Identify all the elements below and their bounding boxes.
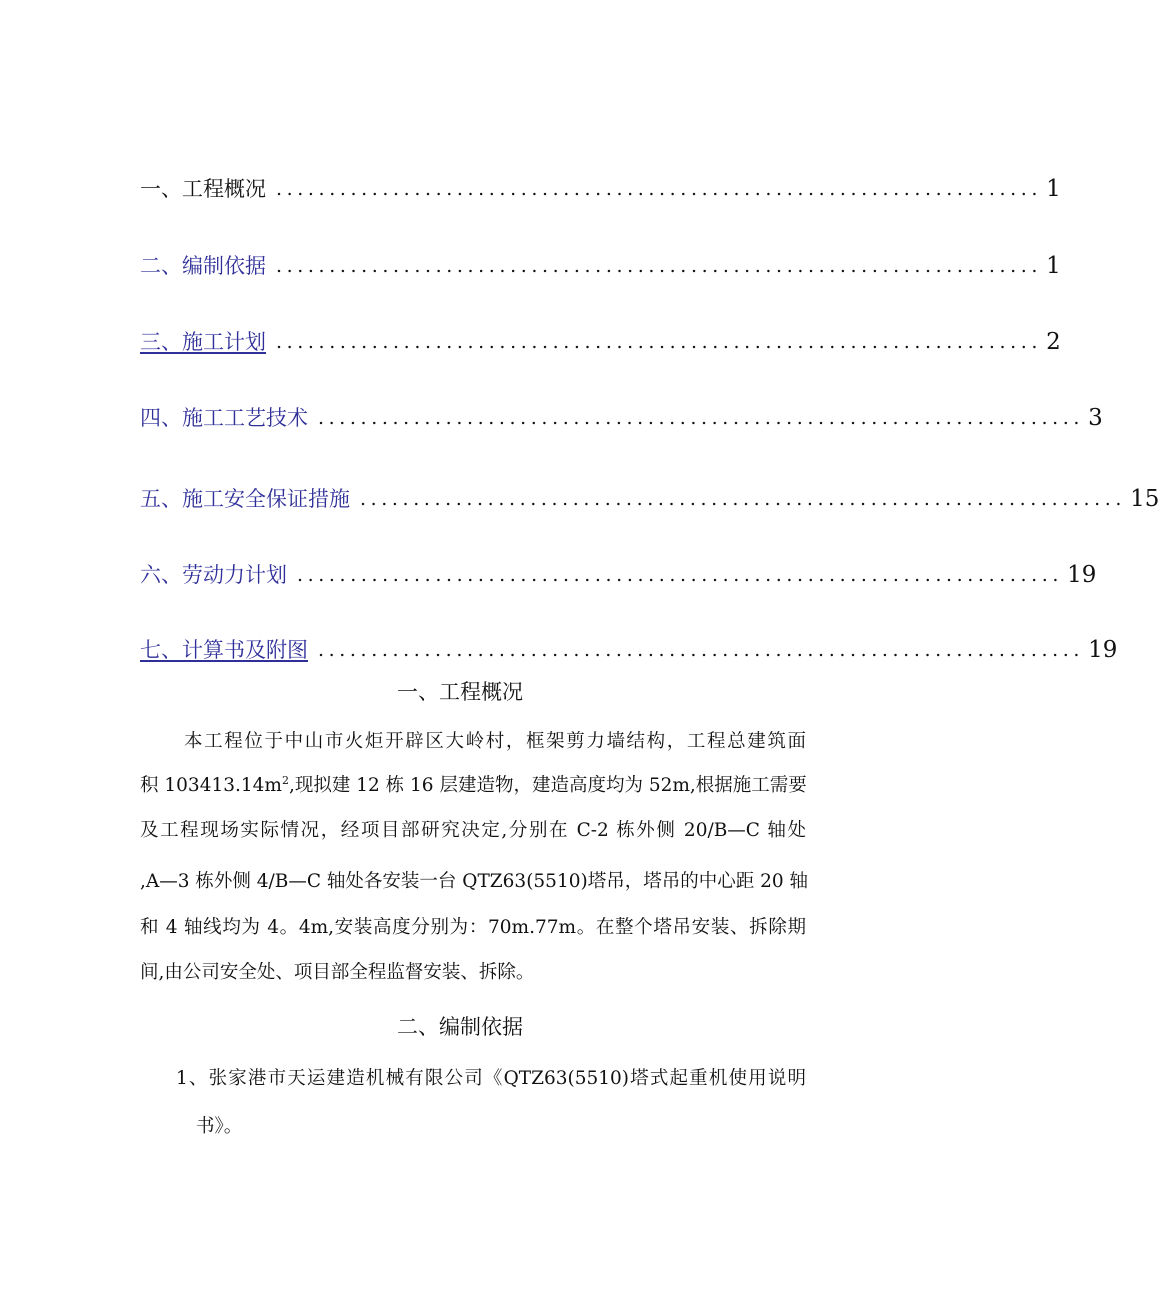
toc-item-page: 19 bbox=[1088, 637, 1118, 663]
toc-leader-dots: ........................................................................ bbox=[276, 255, 1043, 277]
toc-item-title: 二、编制依据 bbox=[140, 254, 266, 278]
paragraph-text: 和 4 轴线均为 4。4m,安装高度分别为：70m.77m。在整个塔吊安装、拆除期 bbox=[140, 917, 806, 938]
toc-leader-dots: ........................................................................ bbox=[360, 488, 1127, 510]
superscript: 2 bbox=[281, 773, 289, 787]
paragraph-text: 积 103413.14m bbox=[140, 775, 282, 796]
toc-leader-dots: ........................................................................ bbox=[318, 407, 1085, 429]
toc-item-page: 3 bbox=[1088, 405, 1103, 431]
toc-item-title: 五、施工安全保证措施 bbox=[140, 487, 350, 511]
paragraph-line bbox=[140, 816, 806, 846]
paragraph-line bbox=[140, 958, 806, 988]
toc-item-title: 三、施工计划 bbox=[140, 330, 266, 354]
toc-item-construction-plan[interactable] bbox=[140, 321, 1061, 355]
toc-item-page: 1 bbox=[1046, 253, 1061, 279]
toc-item-safety-measures[interactable] bbox=[140, 478, 1159, 512]
toc-item-page: 15 bbox=[1130, 486, 1159, 512]
toc-item-labor-plan[interactable] bbox=[140, 554, 1097, 588]
toc-item-technology[interactable] bbox=[140, 397, 1103, 431]
paragraph-text: ,A—3 栋外侧 4/B—C 轴处各安装一台 QTZ63(5510)塔吊，塔吊的中心距 20 轴 bbox=[140, 871, 809, 892]
toc-leader-dots: ........................................................................ bbox=[276, 178, 1043, 200]
section-heading-project-overview: 一、工程概况 bbox=[397, 680, 523, 704]
section-heading-basis: 二、编制依据 bbox=[397, 1015, 523, 1039]
toc-item-title: 六、劳动力计划 bbox=[140, 563, 287, 587]
list-item-continuation bbox=[196, 1112, 596, 1142]
toc-leader-dots: ........................................................................ bbox=[297, 564, 1064, 586]
toc-item-page: 1 bbox=[1046, 176, 1061, 202]
toc-leader-dots: ........................................................................ bbox=[276, 331, 1043, 353]
toc-item-title: 四、施工工艺技术 bbox=[140, 406, 308, 430]
toc-item-title: 一、工程概况 bbox=[140, 177, 266, 201]
list-item-text: 书》。 bbox=[196, 1116, 243, 1137]
toc-leader-dots: ........................................................................ bbox=[318, 639, 1085, 661]
paragraph-text: ,现拟建 12 栋 16 层建造物，建造高度均为 52m,根据施工需要 bbox=[288, 775, 807, 796]
paragraph-text: 及工程现场实际情况，经项目部研究决定,分别在 C-2 栋外侧 20/B—C 轴处 bbox=[140, 820, 806, 841]
paragraph-line bbox=[184, 727, 806, 757]
list-item-text: 1、张家港市天运建造机械有限公司《QTZ63(5510)塔式起重机使用说明 bbox=[176, 1068, 806, 1089]
toc-item-page: 2 bbox=[1046, 329, 1061, 355]
paragraph-text: 本工程位于中山市火炬开辟区大岭村，框架剪力墙结构，工程总建筑面 bbox=[184, 731, 806, 752]
toc-item-page: 19 bbox=[1067, 562, 1097, 588]
list-item bbox=[176, 1064, 806, 1094]
toc-item-calculations[interactable] bbox=[140, 629, 1118, 663]
toc-item-title: 七、计算书及附图 bbox=[140, 638, 308, 662]
paragraph-line bbox=[140, 913, 806, 943]
paragraph-line bbox=[140, 771, 806, 801]
paragraph-text: 间,由公司安全处、项目部全程监督安装、拆除。 bbox=[140, 962, 535, 983]
paragraph-line bbox=[140, 867, 809, 897]
toc-item-basis[interactable] bbox=[140, 245, 1061, 279]
toc-item-project-overview[interactable] bbox=[140, 168, 1061, 202]
